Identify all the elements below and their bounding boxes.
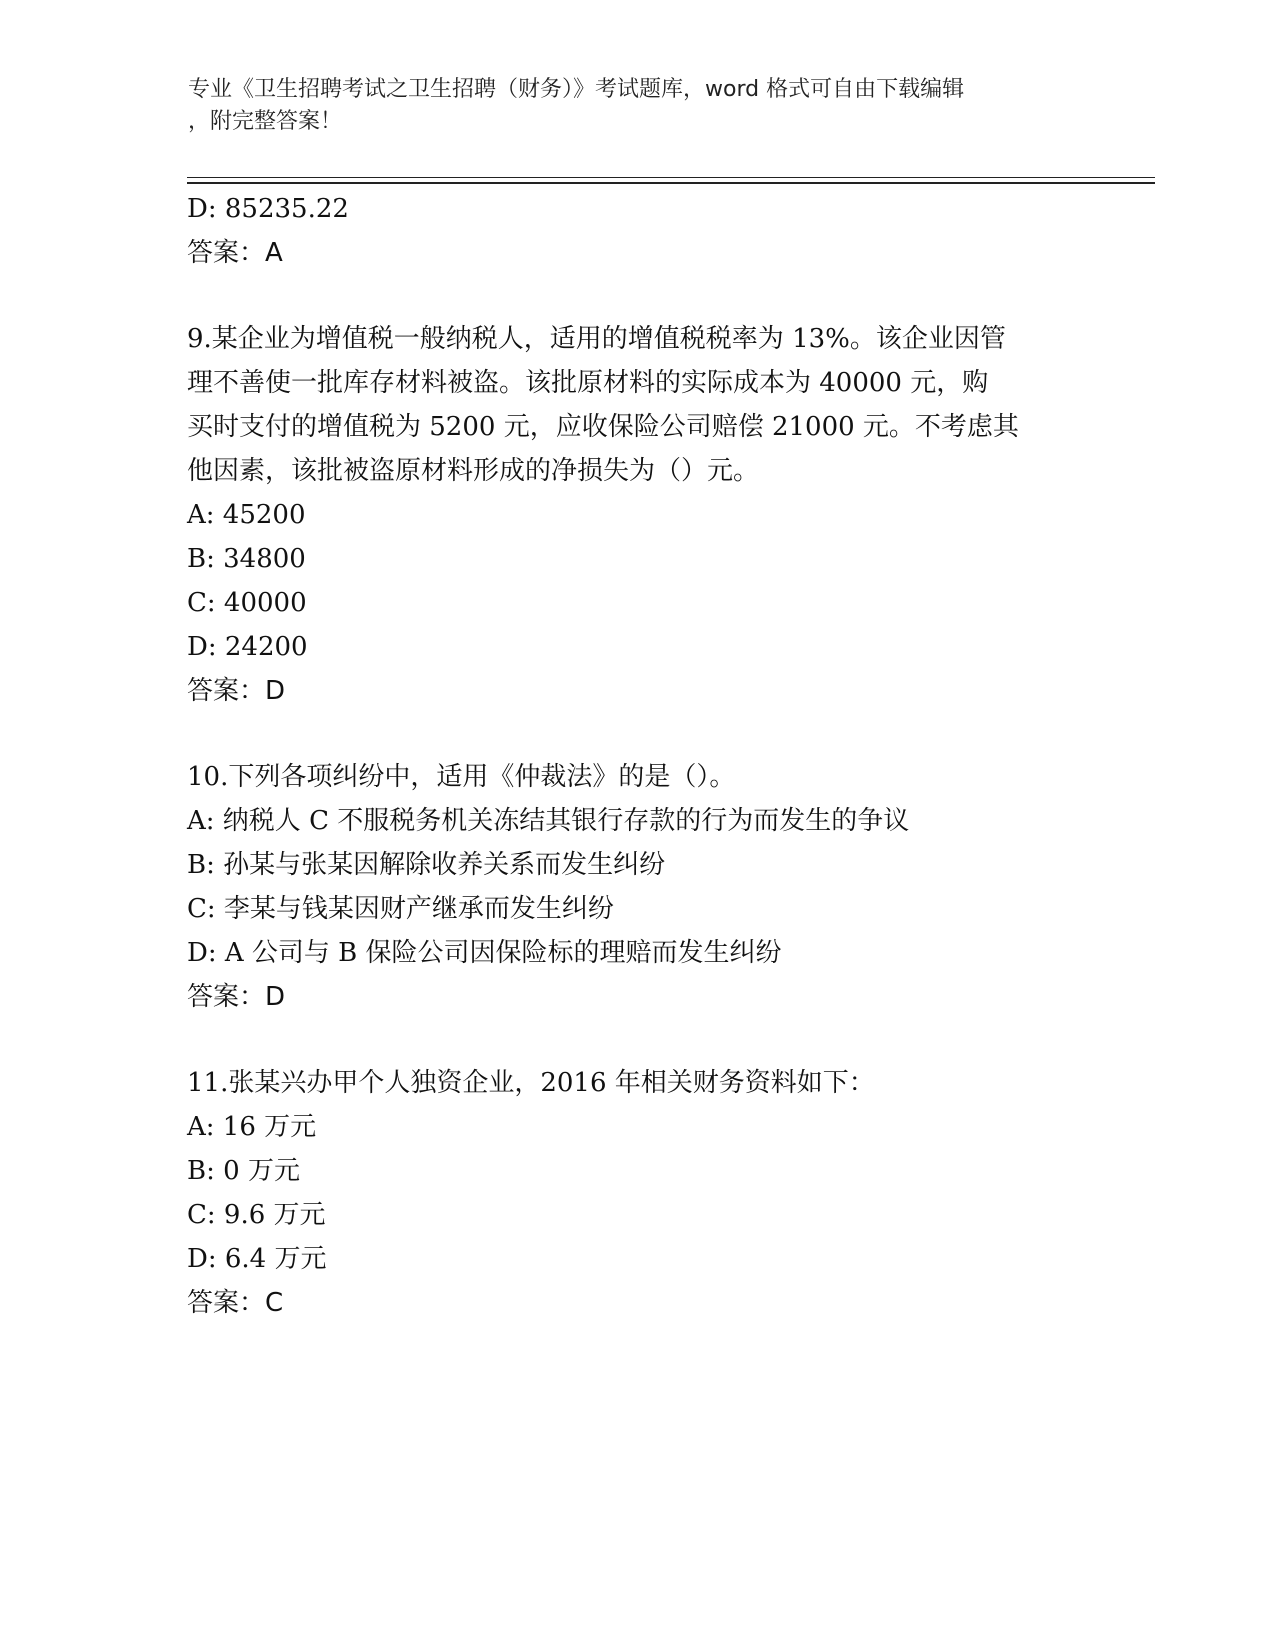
q10-answer: 答案：D (187, 982, 286, 1012)
q9-option-d: D: 24200 (187, 632, 308, 662)
header-line-1: 专业《卫生招聘考试之卫生招聘（财务）》考试题库，word 格式可自由下载编辑 (188, 77, 965, 102)
q9-stem-line-2: 理不善使一批库存材料被盗。该批原材料的实际成本为 40000 元，购 (187, 368, 989, 398)
header-rule-thick (187, 182, 1155, 184)
q10-option-c: C: 李某与钱某因财产继承而发生纠纷 (187, 894, 614, 924)
q9-option-a: A: 45200 (187, 500, 306, 530)
q11-answer: 答案：C (187, 1288, 284, 1318)
q9-answer: 答案：D (187, 676, 286, 706)
q11-option-b: B: 0 万元 (187, 1156, 300, 1186)
q9-option-b: B: 34800 (187, 544, 306, 574)
prev-option-d: D: 85235.22 (187, 194, 349, 224)
header-line-2: ，附完整答案！ (188, 109, 343, 134)
q9-stem-line-1: 9.某企业为增值税一般纳税人，适用的增值税税率为 13%。该企业因管 (187, 324, 1006, 354)
q11-option-a: A: 16 万元 (187, 1112, 317, 1142)
document-header (188, 74, 1068, 138)
q10-option-a: A: 纳税人 C 不服税务机关冻结其银行存款的行为而发生的争议 (187, 806, 910, 836)
q11-option-d: D: 6.4 万元 (187, 1244, 327, 1274)
q10-stem: 10.下列各项纠纷中，适用《仲裁法》的是（）。 (187, 762, 736, 792)
q10-option-d: D: A 公司与 B 保险公司因保险标的理赔而发生纠纷 (187, 938, 782, 968)
q9-stem-line-3: 买时支付的增值税为 5200 元，应收保险公司赔偿 21000 元。不考虑其 (187, 412, 1019, 442)
header-rule-thin (187, 177, 1155, 178)
q9-stem-line-4: 他因素，该批被盗原材料形成的净损失为（）元。 (187, 456, 760, 486)
q10-option-b: B: 孙某与张某因解除收养关系而发生纠纷 (187, 850, 666, 880)
prev-answer: 答案：A (187, 238, 283, 268)
q9-option-c: C: 40000 (187, 588, 307, 618)
q11-option-c: C: 9.6 万元 (187, 1200, 326, 1230)
q11-stem: 11.张某兴办甲个人独资企业，2016 年相关财务资料如下： (187, 1068, 875, 1098)
